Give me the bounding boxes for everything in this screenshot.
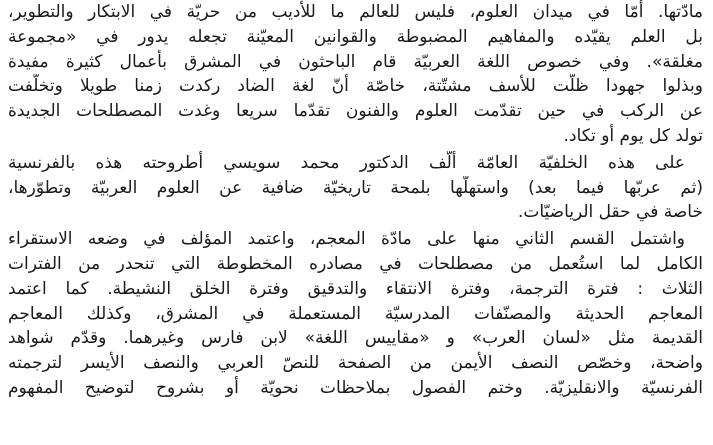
text-line: مادّتها. أمّا في ميدان العلوم، فليس للعالم ما للأديب من حريّة في الابتكار والتطوير، <box>8 2 703 22</box>
text-line: وبذلوا جهودا ظلّت للأسف مشتّتة، خاصّة أنّ لغة الضاد ركدت زمنا طويلا وتخلّفت <box>8 76 703 97</box>
text-line: الكامل لما استُعمل من مصطلحات في مصادره المخطوطة التي تنحدر من الفترات <box>8 253 703 274</box>
text-line: القديمة مثل «لسان العرب» و «مقاييس اللغة» لابن فارس وغيرهما. وقدّم شواهد <box>8 328 703 349</box>
text-line: عن الركب في حين تقدّمت العلوم والفنون تقدّما سريعا وغدت المصطلحات الجديدة <box>8 101 703 122</box>
text-line: خاصة في حقل الرياضيّات. <box>517 202 703 223</box>
text-line: واشتمل القسم الثاني منها على مادّة المعجم، واعتمد المؤلف في وضعه الاستقراء <box>8 229 685 250</box>
text-line: المعاجم الحديثة والمصنّفات المدرسيّة المستعملة في المشرق، وكذلك المعاجم <box>8 303 703 324</box>
text-line: واضحة، وخصّص النصف الأيمن من الصفحة للنصّ العربي والنصف الأيسر لترجمته <box>8 353 703 374</box>
text-line: على هذه الخلفيّة العامّة ألّف الدكتور محمد سويسي أطروحته هذه بالفرنسية <box>8 152 685 173</box>
text-line: الفرنسيّة والانقليزيّة. وختم الفصول بملاحظات نحويّة أو بشروح لتوضيح المفهوم <box>8 377 703 398</box>
paragraph-1 <box>8 0 703 149</box>
paragraph-3 <box>8 227 703 401</box>
paragraph-2 <box>8 151 703 225</box>
text-line: (ثم عربّها فيما بعد) واستهلّها بلمحة تاريخيّة ضافية عن العلوم العربيّة وتطوّرها، <box>8 177 703 198</box>
text-line: مغلقة». وفي خصوص اللغة العربيّة قام الباحثون في المشرق بأعمال كثيرة مفيدة <box>8 51 703 72</box>
text-line: بل العلم يقيّده والمفاهيم المضبوطة والقوانين المعيّنة تجعله يدور في «مجموعة <box>8 26 703 47</box>
text-line: الثلاث : فترة الترجمة، وفترة الانتقاء والتدقيق وفترة الخلق النشيطة. كما اعتمد <box>8 278 703 299</box>
text-line: تولد كل يوم أو تكاد. <box>563 125 703 146</box>
